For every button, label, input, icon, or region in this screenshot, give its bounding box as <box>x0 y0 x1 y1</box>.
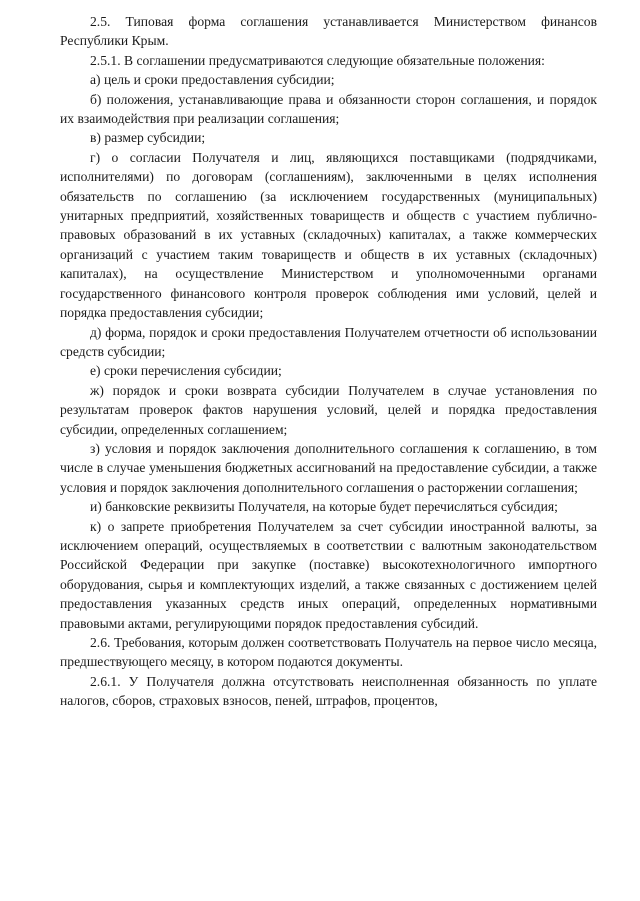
paragraph-2-5-1: 2.5.1. В соглашении предусматриваются следующие обязательные положения: <box>90 52 545 68</box>
list-item-i: и) банковские реквизиты Получателя, на которые будет перечисляться субсидия; <box>90 499 558 515</box>
paragraph-2-6: 2.6. Требования, которым должен соответствовать Получатель на первое число месяца, предшествующего месяцу, в котором подаются документы. <box>60 635 597 670</box>
list-item-b: б) положения, устанавливающие права и обязанности сторон соглашения, и порядок их взаимодействия при реализации соглашения; <box>60 91 597 127</box>
list-item-v: в) размер субсидии; <box>90 130 206 146</box>
list-item-g: г) о согласии Получателя и лиц, являющихся поставщиками (подрядчиками, исполнителями) по договорам (соглашениям), заключенными в целях исполнения обязательств по соглашению (за исключением государственных (муниципальных) унитарных предприятий, хозяйственных товариществ и обществ с участием публично-правовых образований в их уставных (складочных) капиталах, а также коммерческих организаций с участием таким товариществ и обществ в их уставных (складочных) капиталах), на осуществление Министерством и уполномоченными органами государственного финансового контроля проверок соблюдения ими условий, целей и порядка предоставления субсидии; <box>60 149 597 321</box>
paragraph-2-6-1: 2.6.1. У Получателя должна отсутствовать неисполненная обязанность по уплате налогов, сборов, страховых взносов, пеней, штрафов, процентов, <box>60 673 597 709</box>
list-item-k: к) о запрете приобретения Получателем за счет субсидии иностранной валюты, за исключением операций, осуществляемых в соответствии с валютным законодательством Российской Федерации при закупке (поставке) высокотехнологичного импортного оборудования, сырья и комплектующих изделий, а также связанных с достижением целей предоставления указанных средств иных операций, определенных нормативными правовыми актами, регулирующими порядок предоставления субсидий. <box>60 518 597 631</box>
list-item-zh: ж) порядок и сроки возврата субсидии Получателем в случае установления по результатам проверок фактов нарушения условий, целей и порядка предоставления субсидии, определенных соглашением; <box>60 382 597 437</box>
list-item-e: е) сроки перечисления субсидии; <box>90 363 282 379</box>
document-page <box>60 12 597 711</box>
paragraph-2-5: 2.5. Типовая форма соглашения устанавливается Министерством финансов Республики Крым. <box>60 14 597 49</box>
list-item-a: а) цель и сроки предоставления субсидии; <box>90 72 335 88</box>
list-item-d: д) форма, порядок и сроки предоставления Получателем отчетности об использовании средств субсидии; <box>60 324 597 359</box>
list-item-z: з) условия и порядок заключения дополнительного соглашения к соглашению, в том числе в случае уменьшения бюджетных ассигнований на предоставление субсидии, а также условия и порядок заключения дополнительного соглашения о расторжении соглашения; <box>60 440 597 495</box>
